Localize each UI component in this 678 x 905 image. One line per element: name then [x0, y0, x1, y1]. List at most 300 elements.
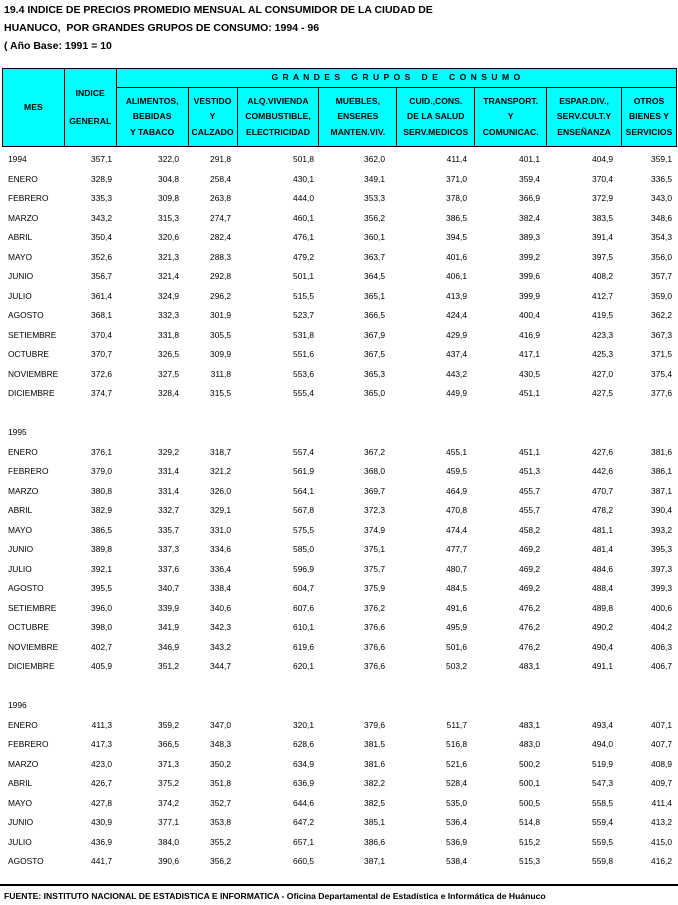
- row-label: AGOSTO: [8, 856, 44, 866]
- cell-value: 398,0: [91, 622, 112, 632]
- cell-value: 366,9: [519, 193, 540, 203]
- cell-value: 258,4: [210, 173, 231, 184]
- cell-value: 521,6: [446, 758, 467, 769]
- cell-value: 481,1: [592, 524, 613, 535]
- cell-value: 365,1: [364, 290, 385, 301]
- cell-value: 596,9: [293, 563, 314, 574]
- header-group-line: ENSEÑANZA: [557, 126, 611, 137]
- data-table-body: [0, 149, 678, 871]
- table-row: [0, 461, 678, 481]
- header-group-line: SERV.CULT.Y: [556, 111, 612, 122]
- header-group-line: DE LA SALUD: [407, 111, 465, 122]
- cell-value: 331,4: [158, 466, 179, 476]
- cell-value: 328,4: [158, 388, 179, 398]
- row-label: AGOSTO: [8, 583, 44, 593]
- row-label: SETIEMBRE: [8, 329, 57, 340]
- cell-value: 334,6: [210, 544, 231, 554]
- cell-value: 459,5: [446, 466, 467, 476]
- cell-value: 553,6: [293, 368, 314, 379]
- row-label: FEBRERO: [8, 739, 49, 749]
- table-row: [0, 149, 678, 169]
- cell-value: 536,4: [446, 817, 467, 827]
- cell-value: 315,3: [158, 212, 179, 223]
- table-row: [0, 305, 678, 325]
- cell-value: 494,0: [592, 739, 613, 749]
- cell-value: 483,1: [519, 661, 540, 671]
- header-group-line: Y: [209, 111, 216, 122]
- table-row: [0, 598, 678, 618]
- cell-value: 406,7: [651, 661, 672, 671]
- cell-value: 387,1: [651, 485, 672, 496]
- cell-value: 515,5: [293, 290, 314, 301]
- cell-value: 430,5: [519, 368, 540, 379]
- cell-value: 404,9: [592, 154, 613, 164]
- header-group-line: Y: [507, 111, 514, 122]
- cell-value: 490,4: [592, 641, 613, 652]
- header-group-column: [547, 88, 622, 147]
- cell-value: 407,7: [651, 739, 672, 749]
- cell-value: 361,4: [91, 290, 112, 301]
- cell-value: 501,1: [293, 271, 314, 281]
- cell-value: 493,4: [592, 719, 613, 730]
- cell-value: 381,6: [364, 758, 385, 769]
- cell-value: 397,3: [651, 563, 672, 574]
- cell-value: 488,4: [592, 583, 613, 593]
- cell-value: 647,2: [293, 817, 314, 827]
- table-base-year: ( Año Base: 1991 = 10: [4, 40, 112, 52]
- row-label: JULIO: [8, 563, 32, 574]
- cell-value: 329,2: [158, 446, 179, 457]
- cell-value: 491,1: [592, 661, 613, 671]
- cell-value: 340,7: [158, 583, 179, 593]
- cell-value: 547,3: [592, 778, 613, 788]
- cell-value: 634,9: [293, 758, 314, 769]
- cell-value: 359,2: [158, 719, 179, 730]
- header-group-line: ALIMENTOS,: [125, 95, 179, 106]
- cell-value: 383,5: [592, 212, 613, 223]
- cell-value: 426,7: [91, 778, 112, 788]
- cell-value: 531,8: [293, 329, 314, 340]
- cell-value: 338,4: [210, 583, 231, 593]
- cell-value: 381,6: [651, 446, 672, 457]
- cell-value: 327,5: [158, 368, 179, 379]
- table-row: [0, 247, 678, 267]
- row-label: ENERO: [8, 719, 38, 730]
- cell-value: 274,7: [210, 212, 231, 223]
- cell-value: 515,2: [519, 836, 540, 847]
- cell-value: 386,1: [651, 466, 672, 476]
- cell-value: 474,4: [446, 524, 467, 535]
- cell-value: 415,0: [651, 836, 672, 847]
- table-title-line1: 19.4 INDICE DE PRECIOS PROMEDIO MENSUAL AL CONSUMIDOR DE LA CIUDAD DE: [4, 4, 433, 16]
- header-group-line: ELECTRICIDAD: [245, 126, 310, 137]
- cell-value: 490,2: [592, 622, 613, 632]
- cell-value: 385,1: [364, 817, 385, 827]
- cell-value: 443,2: [446, 368, 467, 379]
- row-label: MARZO: [8, 485, 39, 496]
- cell-value: 367,9: [364, 329, 385, 340]
- cell-value: 296,2: [210, 290, 231, 301]
- cell-value: 442,6: [592, 466, 613, 476]
- row-label: DICIEMBRE: [8, 661, 55, 671]
- cell-value: 353,8: [210, 817, 231, 827]
- cell-value: 352,7: [210, 797, 231, 808]
- table-row: [0, 442, 678, 462]
- table-title-line2: HUANUCO, POR GRANDES GRUPOS DE CONSUMO: 1994 - 96: [4, 22, 320, 34]
- row-label: ABRIL: [8, 778, 33, 788]
- cell-value: 375,1: [364, 544, 385, 554]
- cell-value: 413,9: [446, 290, 467, 301]
- row-label: ABRIL: [8, 232, 33, 242]
- table-row: [0, 676, 678, 696]
- cell-value: 469,2: [519, 563, 540, 574]
- table-row: [0, 793, 678, 813]
- cell-value: 389,3: [519, 232, 540, 242]
- cell-value: 350,2: [210, 758, 231, 769]
- cell-value: 378,0: [446, 193, 467, 203]
- cell-value: 559,5: [592, 836, 613, 847]
- table-row: [0, 754, 678, 774]
- cell-value: 305,5: [210, 329, 231, 340]
- cell-value: 309,8: [158, 193, 179, 203]
- row-label: NOVIEMBRE: [8, 641, 59, 652]
- cell-value: 411,4: [651, 797, 672, 808]
- cell-value: 326,5: [158, 349, 179, 359]
- cell-value: 357,7: [651, 271, 672, 281]
- cell-value: 558,5: [592, 797, 613, 808]
- cell-value: 451,3: [519, 466, 540, 476]
- cell-value: 354,3: [651, 232, 672, 242]
- table-row: [0, 383, 678, 403]
- cell-value: 332,7: [158, 505, 179, 515]
- cell-value: 478,2: [592, 505, 613, 515]
- cell-value: 344,7: [210, 661, 231, 671]
- cell-value: 500,2: [519, 758, 540, 769]
- cell-value: 476,1: [293, 232, 314, 242]
- header-group-column: [188, 88, 237, 147]
- cell-value: 355,2: [210, 836, 231, 847]
- cell-value: 489,8: [592, 602, 613, 613]
- cell-value: 470,7: [592, 485, 613, 496]
- cell-value: 309,9: [210, 349, 231, 359]
- row-label: NOVIEMBRE: [8, 368, 59, 379]
- cell-value: 364,5: [364, 271, 385, 281]
- cell-value: 451,1: [519, 388, 540, 398]
- cell-value: 519,9: [592, 758, 613, 769]
- cell-value: 395,5: [91, 583, 112, 593]
- cell-value: 501,6: [446, 641, 467, 652]
- header-group-line: ALQ.VIVIENDA: [247, 95, 309, 106]
- cell-value: 336,4: [210, 563, 231, 574]
- cell-value: 444,0: [293, 193, 314, 203]
- cell-value: 337,3: [158, 544, 179, 554]
- cell-value: 427,5: [592, 388, 613, 398]
- cell-value: 559,4: [592, 817, 613, 827]
- cell-value: 372,3: [364, 505, 385, 515]
- cell-value: 657,1: [293, 836, 314, 847]
- cell-value: 516,8: [446, 739, 467, 749]
- cell-value: 460,1: [293, 212, 314, 223]
- cell-value: 464,9: [446, 485, 467, 496]
- table-row: [0, 734, 678, 754]
- cell-value: 559,8: [592, 856, 613, 866]
- row-label: ABRIL: [8, 505, 33, 515]
- cell-value: 321,3: [158, 251, 179, 262]
- cell-value: 362,2: [651, 310, 672, 320]
- cell-value: 500,5: [519, 797, 540, 808]
- cell-value: 394,5: [446, 232, 467, 242]
- cell-value: 399,9: [519, 290, 540, 301]
- cell-value: 335,7: [158, 524, 179, 535]
- cell-value: 628,6: [293, 739, 314, 749]
- cell-value: 320,1: [293, 719, 314, 730]
- cell-value: 382,9: [91, 505, 112, 515]
- header-group-line: COMUNICAC.: [482, 126, 539, 137]
- cell-value: 393,2: [651, 524, 672, 535]
- cell-value: 375,4: [651, 368, 672, 379]
- cell-value: 370,7: [91, 349, 112, 359]
- cell-value: 282,4: [210, 232, 231, 242]
- table-row: [0, 344, 678, 364]
- cell-value: 372,9: [592, 193, 613, 203]
- cell-value: 430,1: [293, 173, 314, 184]
- cell-value: 479,2: [293, 251, 314, 262]
- cell-value: 416,9: [519, 329, 540, 340]
- column-header-table: [2, 68, 677, 147]
- header-mes: MES: [3, 69, 65, 147]
- header-indice-top: INDICE: [75, 88, 105, 98]
- cell-value: 320,6: [158, 232, 179, 242]
- row-label: JULIO: [8, 836, 32, 847]
- cell-value: 367,2: [364, 446, 385, 457]
- cell-value: 400,6: [651, 602, 672, 613]
- cell-value: 352,6: [91, 251, 112, 262]
- cell-value: 322,0: [158, 154, 179, 164]
- cell-value: 387,1: [364, 856, 385, 866]
- table-row: [0, 422, 678, 442]
- cell-value: 382,5: [364, 797, 385, 808]
- cell-value: 367,3: [651, 329, 672, 340]
- cell-value: 423,3: [592, 329, 613, 340]
- cell-value: 399,2: [519, 251, 540, 262]
- cell-value: 567,8: [293, 505, 314, 515]
- cell-value: 396,0: [91, 602, 112, 613]
- cell-value: 503,2: [446, 661, 467, 671]
- header-group-line: SERVICIOS: [625, 126, 673, 137]
- cell-value: 386,5: [91, 524, 112, 535]
- header-group-line: COMBUSTIBLE,: [245, 111, 311, 122]
- cell-value: 399,6: [519, 271, 540, 281]
- cell-value: 620,1: [293, 661, 314, 671]
- table-row: [0, 851, 678, 871]
- table-row: [0, 832, 678, 852]
- cell-value: 368,0: [364, 466, 385, 476]
- cell-value: 436,9: [91, 836, 112, 847]
- cell-value: 411,4: [446, 154, 467, 164]
- row-label: ENERO: [8, 173, 38, 184]
- cell-value: 484,6: [592, 563, 613, 574]
- cell-value: 412,7: [592, 290, 613, 301]
- cell-value: 476,2: [519, 641, 540, 652]
- cell-value: 336,5: [651, 173, 672, 184]
- row-label: MARZO: [8, 758, 39, 769]
- cell-value: 366,5: [158, 739, 179, 749]
- header-group-column: [397, 88, 475, 147]
- cell-value: 328,9: [91, 173, 112, 184]
- cell-value: 329,1: [210, 505, 231, 515]
- cell-value: 340,6: [210, 602, 231, 613]
- cell-value: 386,5: [446, 212, 467, 223]
- cell-value: 429,9: [446, 329, 467, 340]
- header-indice-general: [64, 69, 116, 147]
- cell-value: 408,9: [651, 758, 672, 769]
- cell-value: 365,3: [364, 368, 385, 379]
- cell-value: 477,7: [446, 544, 467, 554]
- cell-value: 351,8: [210, 778, 231, 788]
- cell-value: 476,2: [519, 622, 540, 632]
- cell-value: 370,4: [592, 173, 613, 184]
- cell-value: 291,8: [210, 154, 231, 164]
- header-group-line: BEBIDAS: [132, 111, 172, 122]
- cell-value: 484,5: [446, 583, 467, 593]
- cell-value: 455,7: [519, 505, 540, 515]
- row-label: 1995: [8, 427, 27, 437]
- cell-value: 514,8: [519, 817, 540, 827]
- cell-value: 379,6: [364, 719, 385, 730]
- cell-value: 380,8: [91, 485, 112, 496]
- cell-value: 437,4: [446, 349, 467, 359]
- cell-value: 423,0: [91, 758, 112, 769]
- cell-value: 425,3: [592, 349, 613, 359]
- table-row: [0, 773, 678, 793]
- cell-value: 343,2: [91, 212, 112, 223]
- row-label: FEBRERO: [8, 193, 49, 203]
- cell-value: 376,2: [364, 602, 385, 613]
- cell-value: 607,6: [293, 602, 314, 613]
- row-label: JULIO: [8, 290, 32, 301]
- cell-value: 384,0: [158, 836, 179, 847]
- cell-value: 406,3: [651, 641, 672, 652]
- table-row: [0, 403, 678, 423]
- header-group-line: BIENES Y: [629, 111, 669, 122]
- cell-value: 619,6: [293, 641, 314, 652]
- cell-value: 481,4: [592, 544, 613, 554]
- table-row: [0, 325, 678, 345]
- cell-value: 343,0: [651, 193, 672, 203]
- cell-value: 480,7: [446, 563, 467, 574]
- cell-value: 356,7: [91, 271, 112, 281]
- row-label: DICIEMBRE: [8, 388, 55, 398]
- row-label: MAYO: [8, 524, 33, 535]
- header-group-line: VESTIDO: [193, 95, 232, 106]
- cell-value: 332,3: [158, 310, 179, 320]
- cell-value: 376,6: [364, 661, 385, 671]
- cell-value: 288,3: [210, 251, 231, 262]
- cell-value: 564,1: [293, 485, 314, 496]
- cell-value: 372,6: [91, 368, 112, 379]
- cell-value: 356,2: [364, 212, 385, 223]
- cell-value: 511,7: [446, 719, 467, 730]
- cell-value: 470,8: [446, 505, 467, 515]
- cell-value: 350,4: [91, 232, 112, 242]
- cell-value: 347,0: [210, 719, 231, 730]
- cell-value: 585,0: [293, 544, 314, 554]
- header-group-line: TRANSPORT.: [483, 95, 539, 106]
- cell-value: 390,6: [158, 856, 179, 866]
- cell-value: 377,6: [651, 388, 672, 398]
- cell-value: 636,9: [293, 778, 314, 788]
- cell-value: 469,2: [519, 544, 540, 554]
- cell-value: 357,1: [91, 154, 112, 164]
- cell-value: 374,9: [364, 524, 385, 535]
- header-indice-bottom: GENERAL: [69, 115, 112, 126]
- header-group-line: ENSERES: [337, 111, 379, 122]
- cell-value: 315,5: [210, 388, 231, 398]
- header-group-line: SERV.MEDICOS: [403, 126, 469, 137]
- cell-value: 337,6: [158, 563, 179, 574]
- cell-value: 363,7: [364, 251, 385, 262]
- table-row: [0, 481, 678, 501]
- cell-value: 360,1: [364, 232, 385, 242]
- cell-value: 382,2: [364, 778, 385, 788]
- cell-value: 427,6: [592, 446, 613, 457]
- cell-value: 377,1: [158, 817, 179, 827]
- cell-value: 371,5: [651, 349, 672, 359]
- row-label: JUNIO: [8, 817, 34, 827]
- cell-value: 331,4: [158, 485, 179, 496]
- cell-value: 349,1: [364, 173, 385, 184]
- cell-value: 500,1: [519, 778, 540, 788]
- cell-value: 483,0: [519, 739, 540, 749]
- cell-value: 390,4: [651, 505, 672, 515]
- cell-value: 660,5: [293, 856, 314, 866]
- cell-value: 413,2: [651, 817, 672, 827]
- cell-value: 321,2: [210, 466, 231, 476]
- cell-value: 370,4: [91, 329, 112, 340]
- cell-value: 392,1: [91, 563, 112, 574]
- cell-value: 515,3: [519, 856, 540, 866]
- header-group-line: CUID.,CONS.: [409, 95, 463, 106]
- table-row: [0, 812, 678, 832]
- header-group-line: Y TABACO: [130, 126, 175, 137]
- cell-value: 424,4: [446, 310, 467, 320]
- cell-value: 362,0: [364, 154, 385, 164]
- cell-value: 419,5: [592, 310, 613, 320]
- header-group-column: [621, 88, 676, 147]
- cell-value: 292,8: [210, 271, 231, 281]
- cell-value: 523,7: [293, 310, 314, 320]
- cell-value: 304,8: [158, 173, 179, 184]
- cell-value: 346,9: [158, 641, 179, 652]
- row-label: 1996: [8, 700, 27, 710]
- table-row: [0, 227, 678, 247]
- row-label: OCTUBRE: [8, 622, 49, 632]
- cell-value: 356,2: [210, 856, 231, 866]
- table-row: [0, 500, 678, 520]
- cell-value: 404,2: [651, 622, 672, 632]
- cell-value: 417,3: [91, 739, 112, 749]
- cell-value: 331,8: [158, 329, 179, 340]
- cell-value: 326,0: [210, 485, 231, 496]
- cell-value: 359,0: [651, 290, 672, 301]
- row-label: MAYO: [8, 797, 33, 808]
- row-label: FEBRERO: [8, 466, 49, 476]
- cell-value: 353,3: [364, 193, 385, 203]
- cell-value: 335,3: [91, 193, 112, 203]
- cell-value: 441,7: [91, 856, 112, 866]
- cell-value: 449,9: [446, 388, 467, 398]
- cell-value: 407,1: [651, 719, 672, 730]
